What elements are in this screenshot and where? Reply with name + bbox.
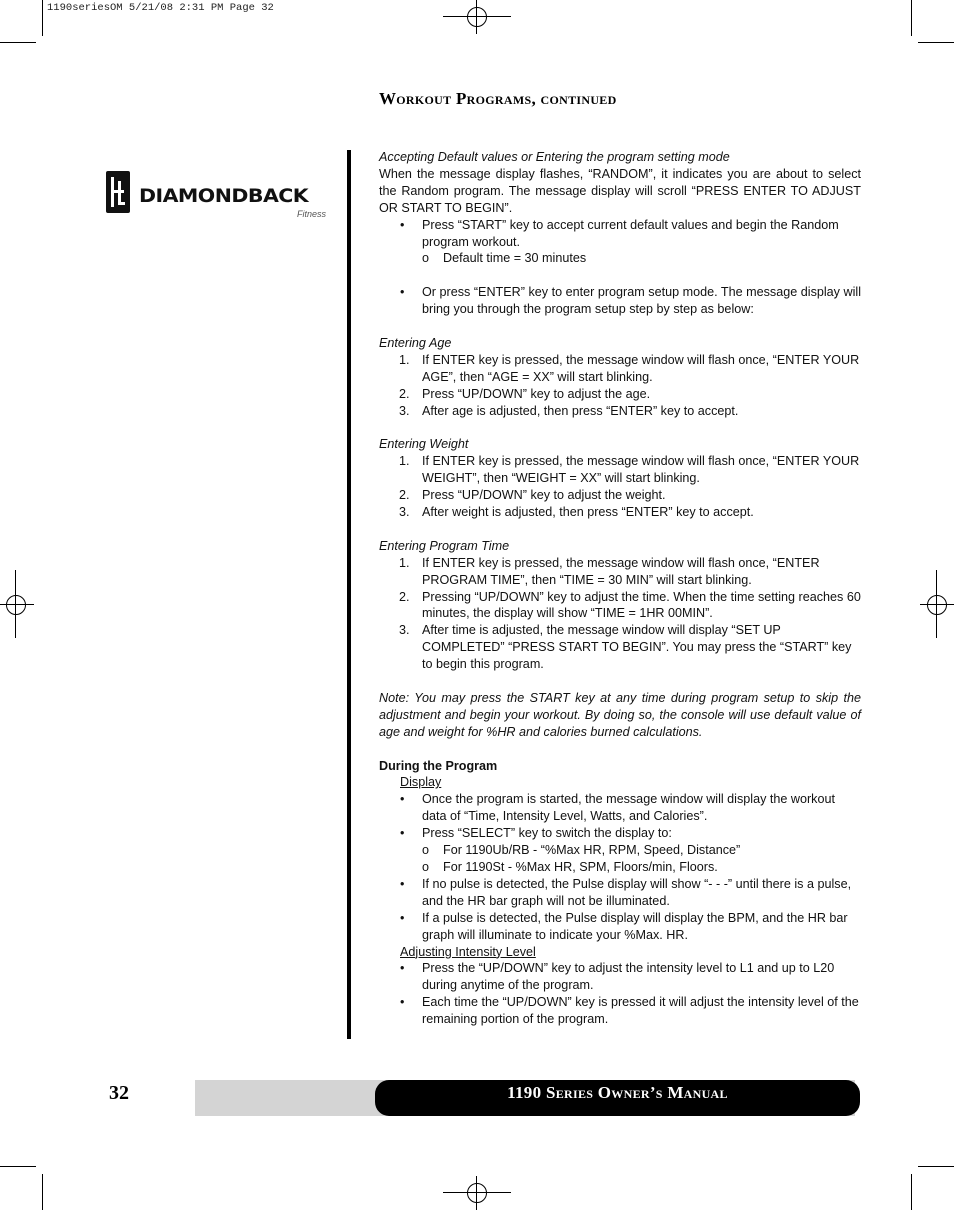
section-title: Workout Programs, continued (379, 89, 617, 108)
crop-mark (0, 42, 36, 43)
subheading-accepting: Accepting Default values or Entering the program setting mode (379, 150, 730, 164)
list-item-text: If ENTER key is pressed, the message window will flash once, “ENTER PROGRAM TIME”, then “TIME = 30 MIN” will start blinking. (422, 555, 820, 587)
crop-mark (42, 1174, 43, 1210)
subheading-display: Display (400, 775, 442, 790)
crop-mark (911, 1174, 912, 1210)
subheading-during: During the Program (379, 758, 498, 773)
list-item (379, 859, 861, 876)
list-item-text: If a pulse is detected, the Pulse display will display the BPM, and the HR bar graph will illuminate to indicate your %Max. HR. (422, 910, 848, 942)
list-item (379, 352, 861, 386)
list-number: 2. (399, 589, 410, 604)
list-item-text: If no pulse is detected, the Pulse display will show “- - -” until there is a pulse, and the HR bar graph will not be illuminated. (422, 876, 852, 908)
registration-line (476, 1176, 477, 1210)
list-number: 3. (399, 623, 410, 638)
list-item (379, 403, 861, 420)
registration-line (476, 0, 477, 34)
list-item (379, 876, 861, 910)
subheading-time: Entering Program Time (379, 538, 510, 553)
list-number: 1. (399, 555, 410, 570)
bullet-marker: • (400, 995, 405, 1010)
page-number: 32 (109, 1082, 129, 1104)
list-item-text: Press “START” key to accept current default values and begin the Random program workout. (422, 217, 839, 249)
list-item (379, 453, 861, 487)
list-item-text: Press the “UP/DOWN” key to adjust the intensity level to L1 and up to L20 during anytime of the program. (422, 961, 835, 993)
bullet-marker: • (400, 285, 405, 300)
list-item-text: Press “UP/DOWN” key to adjust the age. (422, 386, 651, 401)
list-item-text: After time is adjusted, the message window will display “SET UP COMPLETED” “PRESS START TO BEGIN”. You may press the “START” key to begin this program. (422, 623, 852, 672)
diamondback-emblem-icon (106, 171, 130, 213)
list-item-text: Pressing “UP/DOWN” key to adjust the time. When the time setting reaches 60 minutes, the display will show “TIME = 1HR 00MIN”. (422, 589, 861, 621)
registration-line (443, 16, 511, 17)
list-item (379, 555, 861, 589)
list-item (379, 622, 861, 673)
list-item (379, 504, 861, 521)
list-item-text: If ENTER key is pressed, the message window will flash once, “ENTER YOUR AGE”, then “AGE = XX” will start blinking. (422, 352, 860, 384)
list-number: 3. (399, 403, 410, 418)
crop-mark (918, 1166, 954, 1167)
list-item (379, 217, 861, 251)
list-number: 1. (399, 352, 410, 367)
manual-title: 1190 Series Owner’s Manual (507, 1083, 728, 1102)
registration-line (920, 604, 954, 605)
registration-mark-icon (6, 595, 26, 615)
list-item-text: After age is adjusted, then press “ENTER” key to accept. (422, 403, 739, 418)
list-item-text: Once the program is started, the message window will display the workout data of “Time, Intensity Level, Watts, and Calories”. (422, 792, 835, 824)
crop-mark (0, 1166, 36, 1167)
list-number: 1. (399, 454, 410, 469)
body-content (379, 149, 861, 1028)
list-item (379, 960, 861, 994)
registration-line (0, 604, 34, 605)
logo-subtext: Fitness (296, 209, 326, 219)
list-item (379, 487, 861, 504)
list-item (379, 250, 861, 267)
column-rule (347, 150, 351, 1039)
list-item-text: If ENTER key is pressed, the message window will flash once, “ENTER YOUR WEIGHT”, then “WEIGHT = XX” will start blinking. (422, 454, 860, 486)
sub-marker: o (422, 251, 430, 266)
diamondback-logo (106, 171, 328, 223)
printer-slug: 1190seriesOM 5/21/08 2:31 PM Page 32 (47, 2, 274, 14)
list-item-text: Or press “ENTER” key to enter program setup mode. The message display will bring you through the program setup step by step as below: (422, 285, 861, 317)
list-item-text: After weight is adjusted, then press “ENTER” key to accept. (422, 504, 754, 519)
list-item (379, 589, 861, 623)
list-item-text: Default time = 30 minutes (443, 251, 587, 266)
registration-line (936, 570, 937, 638)
list-item (379, 842, 861, 859)
registration-line (15, 570, 16, 638)
list-item (379, 284, 861, 318)
crop-mark (42, 0, 43, 36)
list-item-text: Press “SELECT” key to switch the display to: (422, 826, 672, 841)
registration-mark-icon (467, 7, 487, 27)
list-number: 2. (399, 488, 410, 503)
paragraph-intro: When the message display flashes, “RANDOM”, it indicates you are about to select the Random program. The message display will scroll “PRESS ENTER TO ADJUST OR START TO BEGIN”. (379, 166, 861, 215)
crop-mark (911, 0, 912, 36)
registration-mark-icon (927, 595, 947, 615)
list-item-text: For 1190Ub/RB - “%Max HR, RPM, Speed, Distance” (443, 843, 741, 858)
list-item (379, 910, 861, 944)
bullet-marker: • (400, 217, 405, 232)
bullet-marker: • (400, 876, 405, 891)
list-item-text: Each time the “UP/DOWN” key is pressed it will adjust the intensity level of the remaining portion of the program. (422, 995, 859, 1027)
sub-marker: o (422, 859, 430, 874)
subheading-intensity: Adjusting Intensity Level (400, 944, 536, 959)
list-number: 3. (399, 504, 410, 519)
subheading-age: Entering Age (379, 335, 452, 350)
sub-marker: o (422, 843, 430, 858)
bullet-marker: • (400, 910, 405, 925)
bullet-marker: • (400, 961, 405, 976)
bullet-marker: • (400, 792, 405, 807)
list-item (379, 386, 861, 403)
list-item-text: For 1190St - %Max HR, SPM, Floors/min, Floors. (443, 859, 718, 874)
list-item (379, 994, 861, 1028)
subheading-weight: Entering Weight (379, 437, 469, 452)
logo-wordmark: DIAMONDBACK (139, 185, 309, 207)
bullet-marker: • (400, 826, 405, 841)
registration-line (443, 1192, 511, 1193)
note-paragraph: Note: You may press the START key at any time during program setup to skip the adjustment and begin your workout. By doing so, the console will use default value of age and weight for %HR and calories burned calculations. (379, 690, 861, 739)
list-item-text: Press “UP/DOWN” key to adjust the weight. (422, 488, 666, 503)
list-item (379, 825, 861, 842)
list-item (379, 791, 861, 825)
registration-mark-icon (467, 1183, 487, 1203)
crop-mark (918, 42, 954, 43)
list-number: 2. (399, 386, 410, 401)
